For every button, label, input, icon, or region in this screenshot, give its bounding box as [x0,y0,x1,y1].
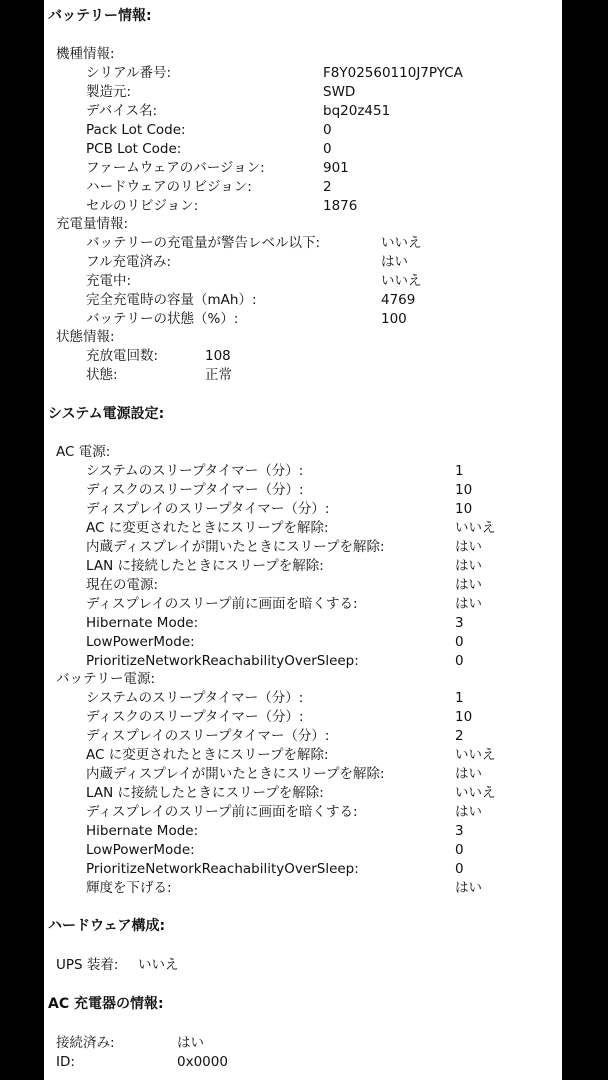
charger-id-label: ID: [56,1054,75,1070]
hardware-config-title: ハードウェア構成: [48,918,166,934]
ac-wake-on-lan-label: LAN に接続したときにスリープを解除: [86,558,324,574]
bat-hibernate-value: 3 [455,823,464,839]
ac-dim-display-value: はい [455,596,482,612]
low-warning-value: いいえ [381,235,422,251]
charging-value: いいえ [381,273,422,289]
bat-hibernate-label: Hibernate Mode: [86,823,199,839]
bat-system-sleep-value: 1 [455,690,464,706]
model-info-heading: 機種情報: [56,46,115,62]
serial-value: F8Y02560110J7PYCA [323,65,463,81]
pcb-lot-label: PCB Lot Code: [86,141,182,157]
bat-wake-on-lan-value: いいえ [455,785,496,801]
ac-hibernate-value: 3 [455,615,464,631]
ac-disk-sleep-value: 10 [455,482,473,498]
ac-dim-display-label: ディスプレイのスリープ前に画面を暗くする: [86,596,358,612]
bat-display-sleep-label: ディスプレイのスリープタイマー（分）: [86,728,330,744]
cycle-count-value: 108 [205,348,231,364]
battery-condition-label: バッテリーの状態（%）: [86,311,239,327]
pcb-lot-value: 0 [323,141,332,157]
ac-current-source-value: はい [455,577,482,593]
bat-low-power-label: LowPowerMode: [86,842,195,858]
ac-wake-on-lid-value: はい [455,539,482,555]
bat-network-reach-value: 0 [455,861,464,877]
device-name-value: bq20z451 [323,103,391,119]
ac-hibernate-label: Hibernate Mode: [86,615,199,631]
charger-id-value: 0x0000 [177,1054,228,1070]
ups-label: UPS 装着: [56,957,119,973]
ac-disk-sleep-label: ディスクのスリープタイマー（分）: [86,482,304,498]
ac-system-sleep-value: 1 [455,463,464,479]
bat-reduce-brightness-value: はい [455,880,482,896]
serial-label: シリアル番号: [86,65,172,81]
manufacturer-label: 製造元: [86,84,132,100]
device-name-label: デバイス名: [86,103,158,119]
bat-wake-on-lan-label: LAN に接続したときにスリープを解除: [86,785,324,801]
firmware-label: ファームウェアのバージョン: [86,160,265,176]
low-warning-label: バッテリーの充電量が警告レベル以下: [86,235,321,251]
ac-wake-on-lid-label: 内蔵ディスプレイが開いたときにスリープを解除: [86,539,385,555]
bat-dim-display-value: はい [455,804,482,820]
cell-rev-label: セルのリビジョン: [86,198,199,214]
power-settings-title: システム電源設定: [48,406,165,422]
bat-wake-on-lid-value: はい [455,766,482,782]
battery-condition-value: 100 [381,311,407,327]
charging-label: 充電中: [86,273,132,289]
bat-display-sleep-value: 2 [455,728,464,744]
cycle-count-label: 充放電回数: [86,348,159,364]
full-capacity-label: 完全充電時の容量（mAh）: [86,292,257,308]
battery-info-title: バッテリー情報: [48,8,152,24]
pack-lot-label: Pack Lot Code: [86,122,186,138]
ac-low-power-label: LowPowerMode: [86,634,195,650]
bat-low-power-value: 0 [455,842,464,858]
cell-rev-value: 1876 [323,198,358,214]
ups-value: いいえ [138,957,179,973]
ac-wake-on-ac-value: いいえ [455,520,496,536]
ac-network-reach-value: 0 [455,653,464,669]
bat-wake-on-lid-label: 内蔵ディスプレイが開いたときにスリープを解除: [86,766,385,782]
charge-info-heading: 充電量情報: [56,216,129,232]
charger-connected-value: はい [177,1035,204,1051]
right-margin [562,0,608,1080]
hardware-rev-value: 2 [323,179,332,195]
full-capacity-value: 4769 [381,292,416,308]
bat-reduce-brightness-label: 輝度を下げる: [86,880,172,896]
ac-power-heading: AC 電源: [56,444,111,460]
battery-power-heading: バッテリー電源: [56,671,156,687]
health-info-heading: 状態情報: [56,329,115,345]
bat-dim-display-label: ディスプレイのスリープ前に画面を暗くする: [86,804,358,820]
bat-system-sleep-label: システムのスリープタイマー（分）: [86,690,304,706]
health-status-value: 正常 [205,367,232,383]
hardware-rev-label: ハードウェアのリビジョン: [86,179,252,195]
charger-info-title: AC 充電器の情報: [48,996,164,1012]
pack-lot-value: 0 [323,122,332,138]
ac-wake-on-lan-value: はい [455,558,482,574]
health-status-label: 状態: [86,367,118,383]
fully-charged-value: はい [381,254,408,270]
bat-network-reach-label: PrioritizeNetworkReachabilityOverSleep: [86,861,359,877]
manufacturer-value: SWD [323,84,356,100]
bat-disk-sleep-label: ディスクのスリープタイマー（分）: [86,709,304,725]
fully-charged-label: フル充電済み: [86,254,172,270]
ac-low-power-value: 0 [455,634,464,650]
ac-display-sleep-value: 10 [455,501,473,517]
bat-wake-on-ac-value: いいえ [455,747,496,763]
ac-network-reach-label: PrioritizeNetworkReachabilityOverSleep: [86,653,359,669]
firmware-value: 901 [323,160,349,176]
bat-wake-on-ac-label: AC に変更されたときにスリープを解除: [86,747,329,763]
ac-wake-on-ac-label: AC に変更されたときにスリープを解除: [86,520,329,536]
ac-system-sleep-label: システムのスリープタイマー（分）: [86,463,304,479]
ac-display-sleep-label: ディスプレイのスリープタイマー（分）: [86,501,330,517]
ac-current-source-label: 現在の電源: [86,577,159,593]
bat-disk-sleep-value: 10 [455,709,473,725]
charger-connected-label: 接続済み: [56,1035,115,1051]
